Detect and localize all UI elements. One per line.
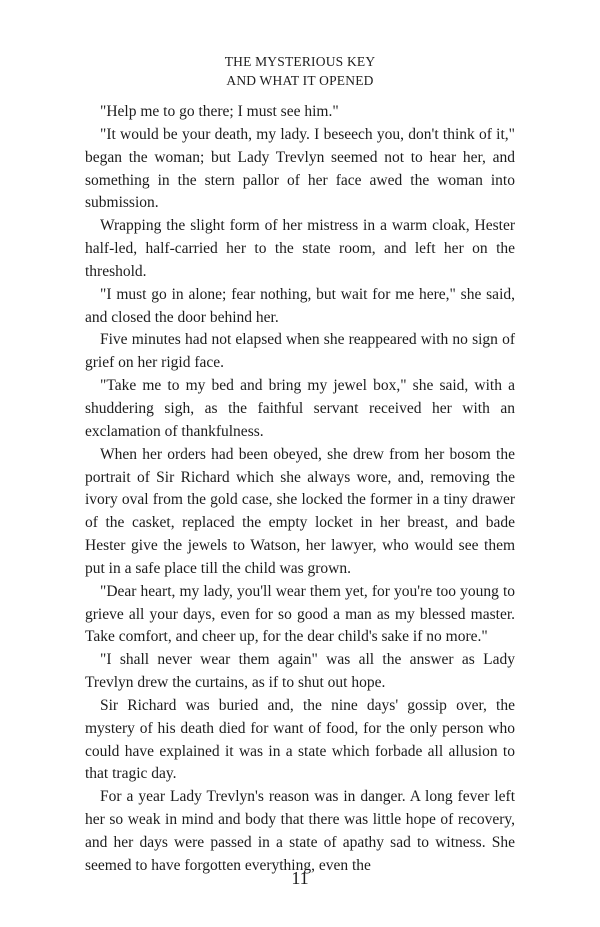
paragraph: "Dear heart, my lady, you'll wear them yet, for you're too young to grieve all your days, even for so good a man as my blessed master. Take comfort, and cheer up, for the dear child's sake if no more.": [85, 582, 515, 646]
running-head: [85, 52, 515, 90]
body-text: [85, 101, 515, 878]
book-page: [85, 0, 515, 927]
paragraph: "I shall never wear them again" was all the answer as Lady Trevlyn drew the curtains, as if to shut out hope.: [85, 651, 515, 692]
paragraph: "It would be your death, my lady. I beseech you, don't think of it," began the woman; but Lady Trevlyn seemed not to hear her, and something in the stern pallor of her face awed the woman into submission.: [85, 125, 515, 212]
paragraph: "Take me to my bed and bring my jewel box," she said, with a shuddering sigh, as the faithful servant received her with an exclamation of thankfulness.: [85, 377, 515, 440]
paragraph: "Help me to go there; I must see him.": [100, 103, 339, 120]
running-head-line-1: THE MYSTERIOUS KEY: [224, 54, 376, 69]
paragraph: Five minutes had not elapsed when she reappeared with no sign of grief on her rigid face.: [85, 331, 515, 372]
paragraph: Wrapping the slight form of her mistress in a warm cloak, Hester half-led, half-carried her to the state room, and left her on the threshold.: [85, 217, 515, 280]
page-number: 11: [291, 868, 309, 888]
paragraph: Sir Richard was buried and, the nine days' gossip over, the mystery of his death died for want of food, for the only person who could have explained it was in a state which forbade all allusion to that tragic day.: [85, 696, 515, 783]
paragraph: "I must go in alone; fear nothing, but wait for me here," she said, and closed the door behind her.: [85, 285, 515, 326]
paragraph: For a year Lady Trevlyn's reason was in danger. A long fever left her so weak in mind and body that there was little hope of recovery, and her days were passed in a state of apathy sad to witness. She seemed to have forgotten everything, even the: [85, 788, 515, 874]
paragraph: When her orders had been obeyed, she drew from her bosom the portrait of Sir Richard which she always wore, and, removing the ivory oval from the gold case, she locked the former in a tiny drawer of the casket, replaced the empty locket in her breast, and bade Hester give the jewels to Watson, her lawyer, who would see them put in a safe place till the child was grown.: [85, 445, 515, 577]
running-head-line-2: AND WHAT IT OPENED: [226, 73, 374, 88]
